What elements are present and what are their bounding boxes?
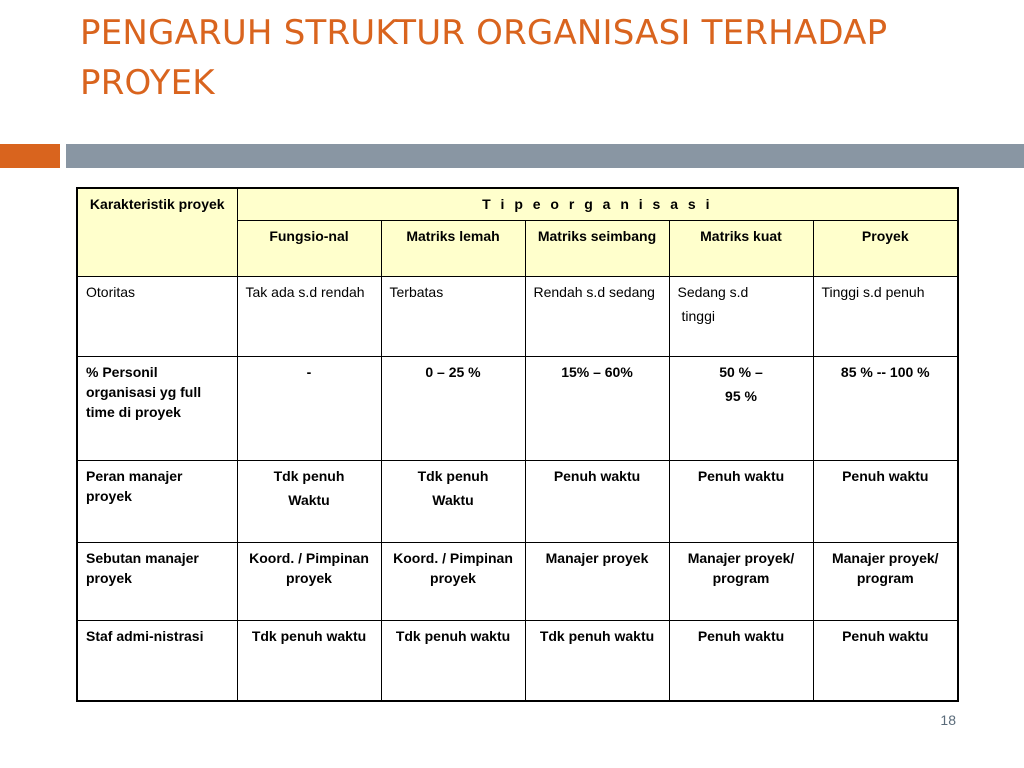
cell-text: Tak ada s.d rendah <box>245 283 365 300</box>
accent-bar-orange <box>0 144 60 168</box>
table-row <box>77 356 958 460</box>
cell-text: Penuh waktu <box>553 467 641 484</box>
cell-text: Manajer proyek/ program <box>687 549 795 586</box>
row-label-text: Staf admi-nistrasi <box>86 627 204 644</box>
cell-text: 95 % <box>725 387 757 404</box>
header-karakteristik-label: Karakteristik proyek <box>89 196 225 212</box>
cell-text: Penuh waktu <box>697 467 785 484</box>
table-cell <box>237 620 381 701</box>
cell-text: Manajer proyek <box>545 549 649 566</box>
header-karakteristik <box>77 188 237 276</box>
cell-text: 50 % – <box>719 363 763 380</box>
table-cell <box>381 460 525 542</box>
type-header-label: Proyek <box>861 227 909 244</box>
row-label <box>77 542 237 620</box>
cell-text: Sedang s.d <box>677 283 749 300</box>
table-cell <box>669 276 813 356</box>
table-cell <box>669 460 813 542</box>
cell-text: Manajer proyek/ program <box>831 549 939 586</box>
cell-text: Tdk penuh <box>273 467 345 484</box>
row-label-text: Sebutan manajer proyek <box>86 549 199 586</box>
type-header <box>813 220 958 276</box>
cell-text: Waktu <box>288 491 330 508</box>
cell-text: 85 % -- 100 % <box>840 363 930 380</box>
table-cell <box>525 620 669 701</box>
table-cell <box>669 620 813 701</box>
cell-text: Penuh waktu <box>842 627 929 644</box>
cell-text: Rendah s.d sedang <box>533 283 655 300</box>
table-cell <box>381 542 525 620</box>
row-label-text: Peran manajer proyek <box>86 467 183 504</box>
table-cell <box>669 356 813 460</box>
table-cell <box>237 276 381 356</box>
cell-text: Tdk penuh waktu <box>539 627 655 644</box>
type-header <box>525 220 669 276</box>
row-label-text: Otoritas <box>86 283 136 300</box>
table-cell <box>813 276 958 356</box>
table-row <box>77 276 958 356</box>
cell-text: tinggi <box>681 307 715 324</box>
cell-text: Tdk penuh <box>417 467 489 484</box>
table-cell <box>525 276 669 356</box>
cell-text: Waktu <box>432 491 474 508</box>
table-cell <box>525 542 669 620</box>
type-header <box>237 220 381 276</box>
page-number: 18 <box>940 712 956 728</box>
cell-text: 15% – 60% <box>561 363 633 380</box>
type-header-label: Matriks lemah <box>406 227 500 244</box>
type-header-label: Matriks seimbang <box>537 227 657 244</box>
table-row <box>77 460 958 542</box>
cell-text: Tdk penuh waktu <box>395 627 511 644</box>
table-cell <box>813 542 958 620</box>
cell-text: Tdk penuh waktu <box>251 627 367 644</box>
cell-text: 0 – 25 % <box>425 363 481 380</box>
table-cell <box>237 460 381 542</box>
table-cell <box>381 620 525 701</box>
type-header <box>381 220 525 276</box>
row-label <box>77 620 237 701</box>
type-header-label: Fungsio-nal <box>269 227 349 244</box>
table-row <box>77 542 958 620</box>
table-cell <box>525 356 669 460</box>
cell-text: Penuh waktu <box>697 627 785 644</box>
table-row <box>77 620 958 701</box>
slide-title: PENGARUH STRUKTUR ORGANISASI TERHADAP PROYEK <box>80 13 888 103</box>
table-cell <box>813 620 958 701</box>
row-label-text: % Personil organisasi yg full time di proyek <box>86 363 202 420</box>
table-cell <box>237 542 381 620</box>
table-cell <box>525 460 669 542</box>
cell-text: Penuh waktu <box>842 467 929 484</box>
row-label <box>77 356 237 460</box>
table-cell <box>381 356 525 460</box>
cell-text: Tinggi s.d penuh <box>821 283 925 300</box>
row-label <box>77 276 237 356</box>
row-label <box>77 460 237 542</box>
type-header-label: Matriks kuat <box>700 227 782 244</box>
table-cell <box>381 276 525 356</box>
table-cell <box>813 356 958 460</box>
organization-structure-table <box>76 187 959 702</box>
table-cell <box>813 460 958 542</box>
cell-text: - <box>306 363 312 380</box>
cell-text: Koord. / Pimpinan proyek <box>393 549 513 586</box>
type-header <box>669 220 813 276</box>
cell-text: Terbatas <box>389 283 444 300</box>
table-cell <box>237 356 381 460</box>
cell-text: Koord. / Pimpinan proyek <box>249 549 369 586</box>
header-tipe-organisasi <box>237 188 958 220</box>
table-cell <box>669 542 813 620</box>
header-tipe-label: T i p e o r g a n i s a s i <box>482 196 713 212</box>
accent-bar-gray <box>66 144 1024 168</box>
